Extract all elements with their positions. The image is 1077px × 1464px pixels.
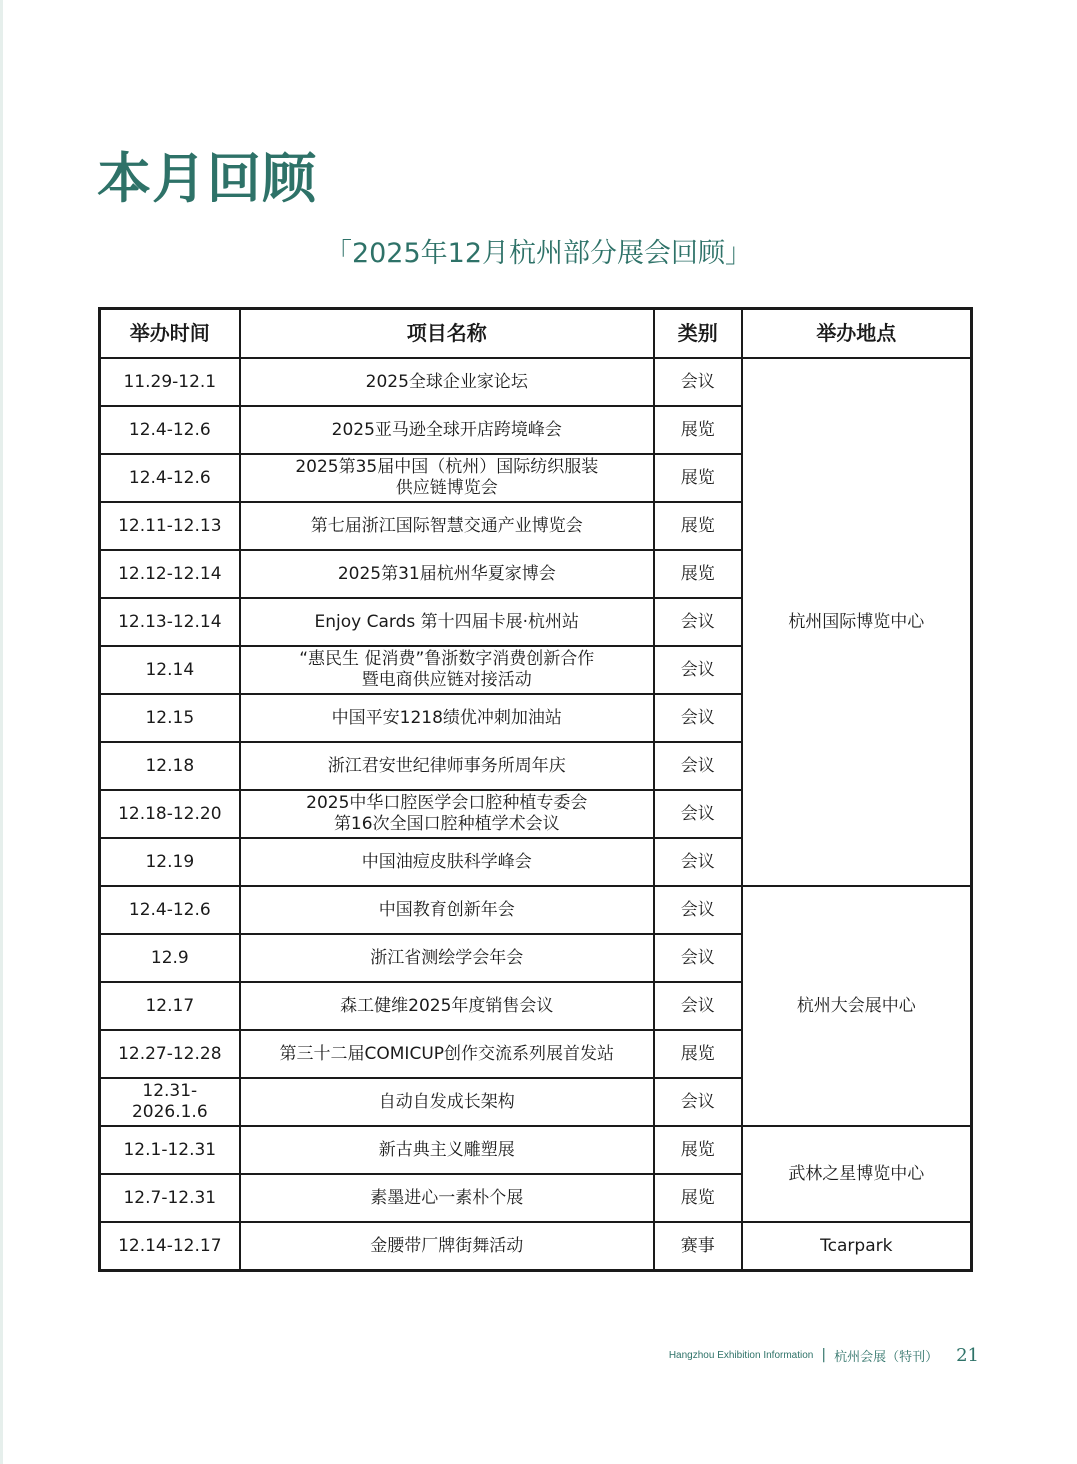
cell-venue: 武林之星博览中心 — [742, 1126, 972, 1222]
cell-date: 12.14 — [100, 646, 240, 694]
cell-category: 会议 — [654, 982, 742, 1030]
table-row — [100, 358, 972, 406]
cell-date: 12.31-2026.1.6 — [100, 1078, 240, 1126]
table-row — [100, 1126, 972, 1174]
cell-date: 12.4-12.6 — [100, 454, 240, 502]
cell-date: 12.4-12.6 — [100, 886, 240, 934]
cell-date: 12.14-12.17 — [100, 1222, 240, 1271]
cell-category: 会议 — [654, 646, 742, 694]
cell-event-name: 中国平安1218绩优冲刺加油站 — [240, 694, 654, 742]
header-name: 项目名称 — [240, 309, 654, 359]
cell-event-name: 2025中华口腔医学会口腔种植专委会 第16次全国口腔种植学术会议 — [240, 790, 654, 838]
cell-date: 12.27-12.28 — [100, 1030, 240, 1078]
cell-category: 展览 — [654, 454, 742, 502]
cell-date: 12.19 — [100, 838, 240, 886]
page-footer — [669, 1344, 979, 1366]
cell-date: 12.7-12.31 — [100, 1174, 240, 1222]
page-edge-line — [0, 0, 3, 1464]
cell-category: 会议 — [654, 742, 742, 790]
cell-date: 11.29-12.1 — [100, 358, 240, 406]
cell-category: 展览 — [654, 1030, 742, 1078]
cell-event-name: 素墨进心一素朴个展 — [240, 1174, 654, 1222]
cell-event-name: Enjoy Cards 第十四届卡展·杭州站 — [240, 598, 654, 646]
cell-category: 会议 — [654, 838, 742, 886]
header-type: 类别 — [654, 309, 742, 359]
cell-venue: Tcarpark — [742, 1222, 972, 1271]
cell-category: 展览 — [654, 502, 742, 550]
cell-venue: 杭州大会展中心 — [742, 886, 972, 1126]
cell-date: 12.1-12.31 — [100, 1126, 240, 1174]
cell-date: 12.12-12.14 — [100, 550, 240, 598]
cell-category: 会议 — [654, 358, 742, 406]
page-subtitle: 「2025年12月杭州部分展会回顾」 — [324, 238, 753, 269]
cell-category: 展览 — [654, 1126, 742, 1174]
cell-category: 会议 — [654, 598, 742, 646]
header-date: 举办时间 — [100, 309, 240, 359]
cell-event-name: 自动自发成长架构 — [240, 1078, 654, 1126]
cell-event-name: 中国油痘皮肤科学峰会 — [240, 838, 654, 886]
footer-publication-zh: 杭州会展（特刊） — [834, 1349, 939, 1365]
cell-event-name: 第七届浙江国际智慧交通产业博览会 — [240, 502, 654, 550]
page-title: 本月回顾 — [97, 147, 317, 210]
cell-category: 会议 — [654, 1078, 742, 1126]
cell-date: 12.13-12.14 — [100, 598, 240, 646]
table-body — [100, 358, 972, 1271]
cell-event-name: 浙江君安世纪律师事务所周年庆 — [240, 742, 654, 790]
cell-venue: 杭州国际博览中心 — [742, 358, 972, 886]
cell-category: 会议 — [654, 790, 742, 838]
cell-category: 展览 — [654, 550, 742, 598]
cell-date: 12.15 — [100, 694, 240, 742]
cell-date: 12.18 — [100, 742, 240, 790]
cell-event-name: 2025第35届中国（杭州）国际纺织服装 供应链博览会 — [240, 454, 654, 502]
cell-event-name: 2025第31届杭州华夏家博会 — [240, 550, 654, 598]
cell-event-name: 2025亚马逊全球开店跨境峰会 — [240, 406, 654, 454]
cell-event-name: 金腰带厂牌街舞活动 — [240, 1222, 654, 1271]
cell-event-name: 浙江省测绘学会年会 — [240, 934, 654, 982]
cell-event-name: 2025全球企业家论坛 — [240, 358, 654, 406]
cell-date: 12.17 — [100, 982, 240, 1030]
table-row — [100, 886, 972, 934]
table-header-row — [100, 309, 972, 359]
footer-publication-en: Hangzhou Exhibition Information — [668, 1349, 814, 1361]
cell-category: 会议 — [654, 886, 742, 934]
cell-event-name: 新古典主义雕塑展 — [240, 1126, 654, 1174]
cell-event-name: “惠民生 促消费”鲁浙数字消费创新合作 暨电商供应链对接活动 — [240, 646, 654, 694]
table-row — [100, 1222, 972, 1271]
cell-date: 12.9 — [100, 934, 240, 982]
cell-category: 赛事 — [654, 1222, 742, 1271]
cell-event-name: 中国教育创新年会 — [240, 886, 654, 934]
cell-category: 会议 — [654, 934, 742, 982]
page-number: 21 — [956, 1344, 979, 1366]
events-table — [98, 307, 973, 1272]
cell-event-name: 第三十二届COMICUP创作交流系列展首发站 — [240, 1030, 654, 1078]
footer-separator: | — [821, 1347, 827, 1363]
cell-date: 12.18-12.20 — [100, 790, 240, 838]
cell-category: 会议 — [654, 694, 742, 742]
cell-date: 12.4-12.6 — [100, 406, 240, 454]
cell-event-name: 森工健维2025年度销售会议 — [240, 982, 654, 1030]
header-venue: 举办地点 — [742, 309, 972, 359]
cell-category: 展览 — [654, 1174, 742, 1222]
cell-category: 展览 — [654, 406, 742, 454]
cell-date: 12.11-12.13 — [100, 502, 240, 550]
